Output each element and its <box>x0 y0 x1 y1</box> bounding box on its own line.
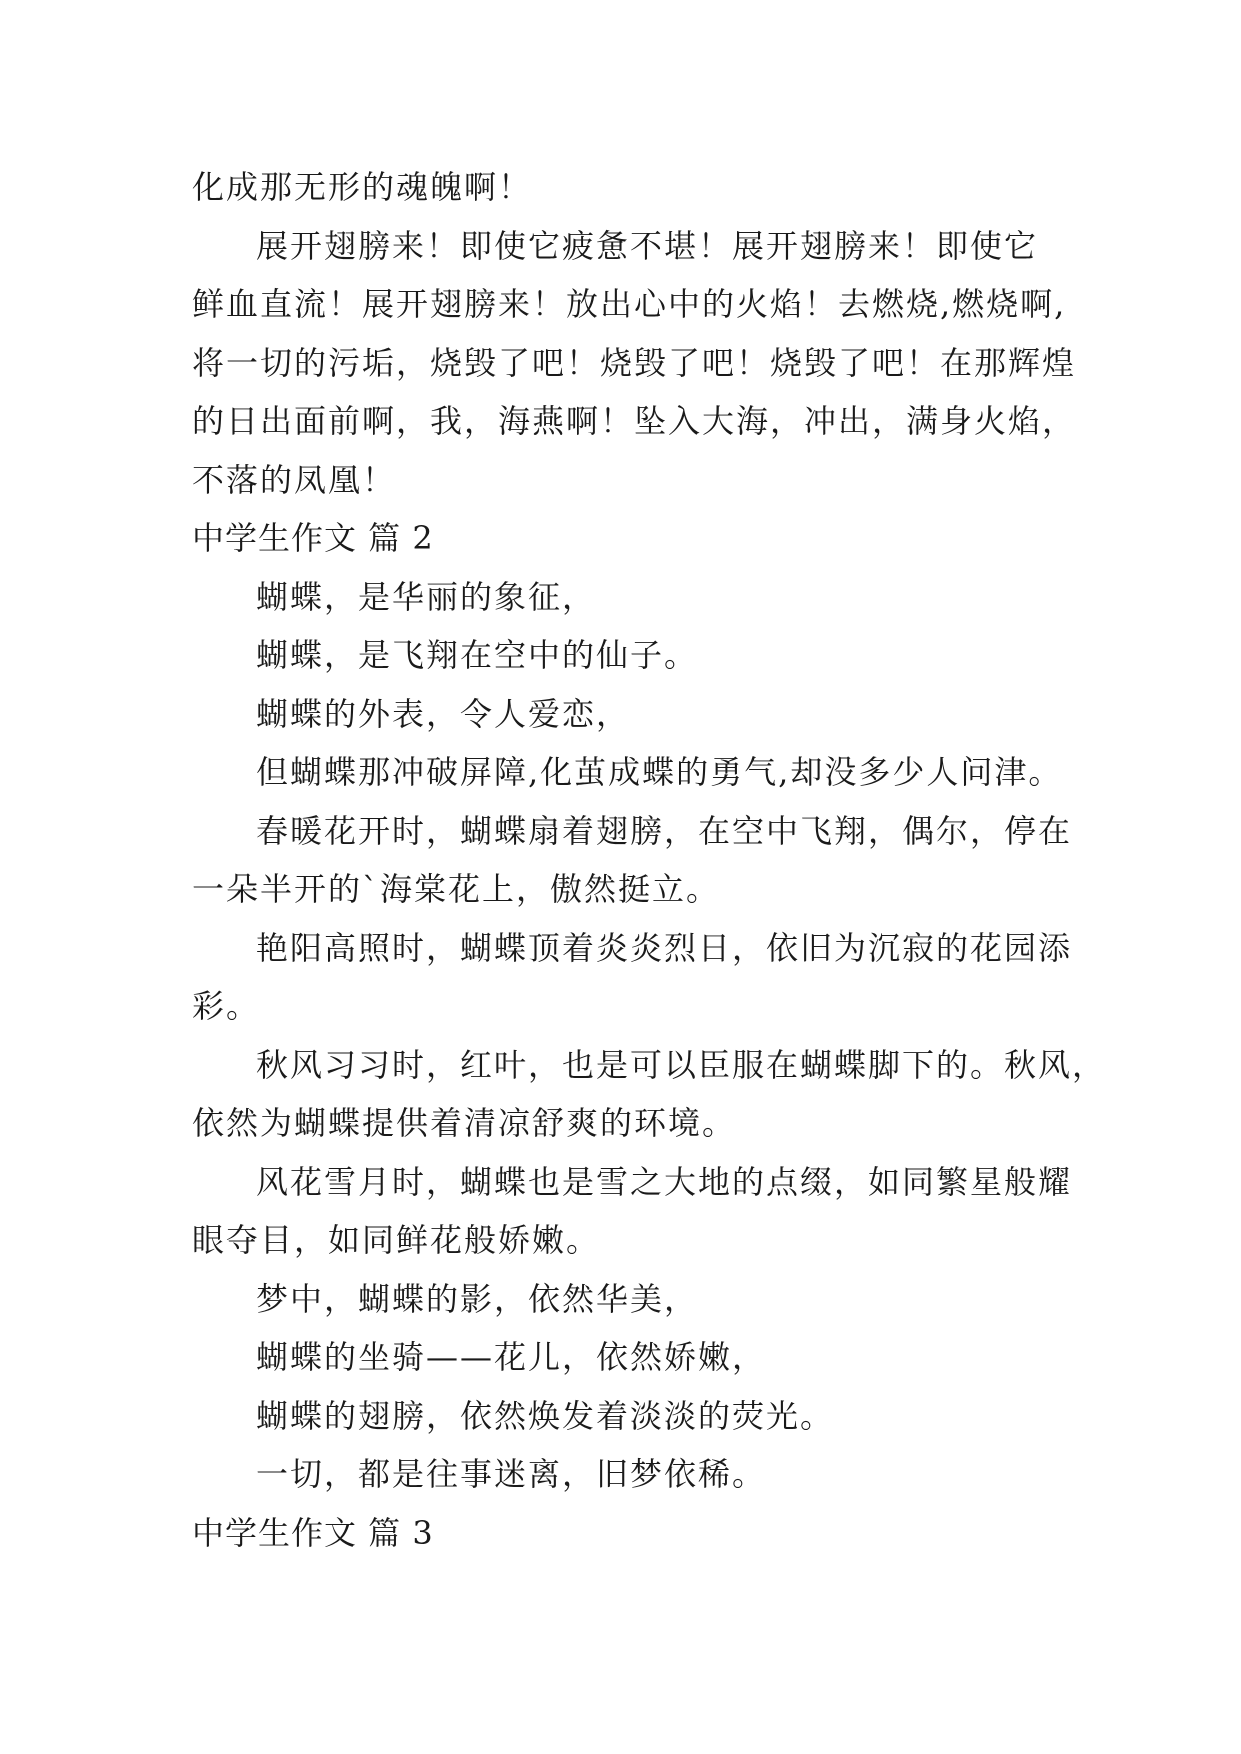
text-line: 将一切的污垢，烧毁了吧！烧毁了吧！烧毁了吧！在那辉煌 <box>192 343 1077 382</box>
paragraph-line: 蝴蝶，是华丽的象征， <box>256 577 597 616</box>
paragraph-line: 但蝴蝶那冲破屏障,化茧成蝶的勇气,却没多少人问津。 <box>256 753 1063 791</box>
text-line: 的日出面前啊，我，海燕啊！坠入大海，冲出，满身火焰， <box>192 402 1077 440</box>
paragraph-line: 蝴蝶，是飞翔在空中的仙子。 <box>256 636 699 674</box>
section-heading: 中学生作文 篇 2 <box>192 519 434 557</box>
text-line: 一朵半开的`海棠花上，傲然挺立。 <box>192 870 721 908</box>
paragraph-line: 艳阳高照时，蝴蝶顶着炎炎烈日，依旧为沉寂的花园添 <box>256 928 1073 967</box>
document-page <box>192 158 1107 1562</box>
paragraph-line: 春暖花开时，蝴蝶扇着翅膀，在空中飞翔，偶尔，停在 <box>256 811 1073 850</box>
paragraph-line: 蝴蝶的翅膀，依然焕发着淡淡的荧光。 <box>256 1396 835 1435</box>
text-line: 彩。 <box>192 987 261 1025</box>
text-line: 眼夺目，如同鲜花般娇嫩。 <box>192 1221 601 1259</box>
paragraph-line: 展开翅膀来！即使它疲惫不堪！展开翅膀来！即使它 <box>256 226 1039 265</box>
text-line: 鲜血直流！展开翅膀来！放出心中的火焰！去燃烧,燃烧啊, <box>192 285 1067 323</box>
paragraph-line: 蝴蝶的外表，令人爱恋， <box>256 694 631 733</box>
paragraph-line: 梦中，蝴蝶的影，依然华美， <box>256 1279 699 1318</box>
text-line: 依然为蝴蝶提供着清凉舒爽的环境。 <box>192 1104 737 1142</box>
section-heading: 中学生作文 篇 3 <box>192 1513 434 1552</box>
paragraph-line: 秋风习习时，红叶，也是可以臣服在蝴蝶脚下的。秋风， <box>256 1045 1107 1084</box>
text-line: 化成那无形的魂魄啊！ <box>192 168 533 206</box>
paragraph-line: 一切，都是往事迷离，旧梦依稀。 <box>256 1455 767 1493</box>
text-line: 不落的凤凰！ <box>192 460 397 499</box>
paragraph-line: 风花雪月时，蝴蝶也是雪之大地的点缀，如同繁星般耀 <box>256 1162 1073 1201</box>
paragraph-line: 蝴蝶的坐骑——花儿，依然娇嫩， <box>256 1338 767 1376</box>
